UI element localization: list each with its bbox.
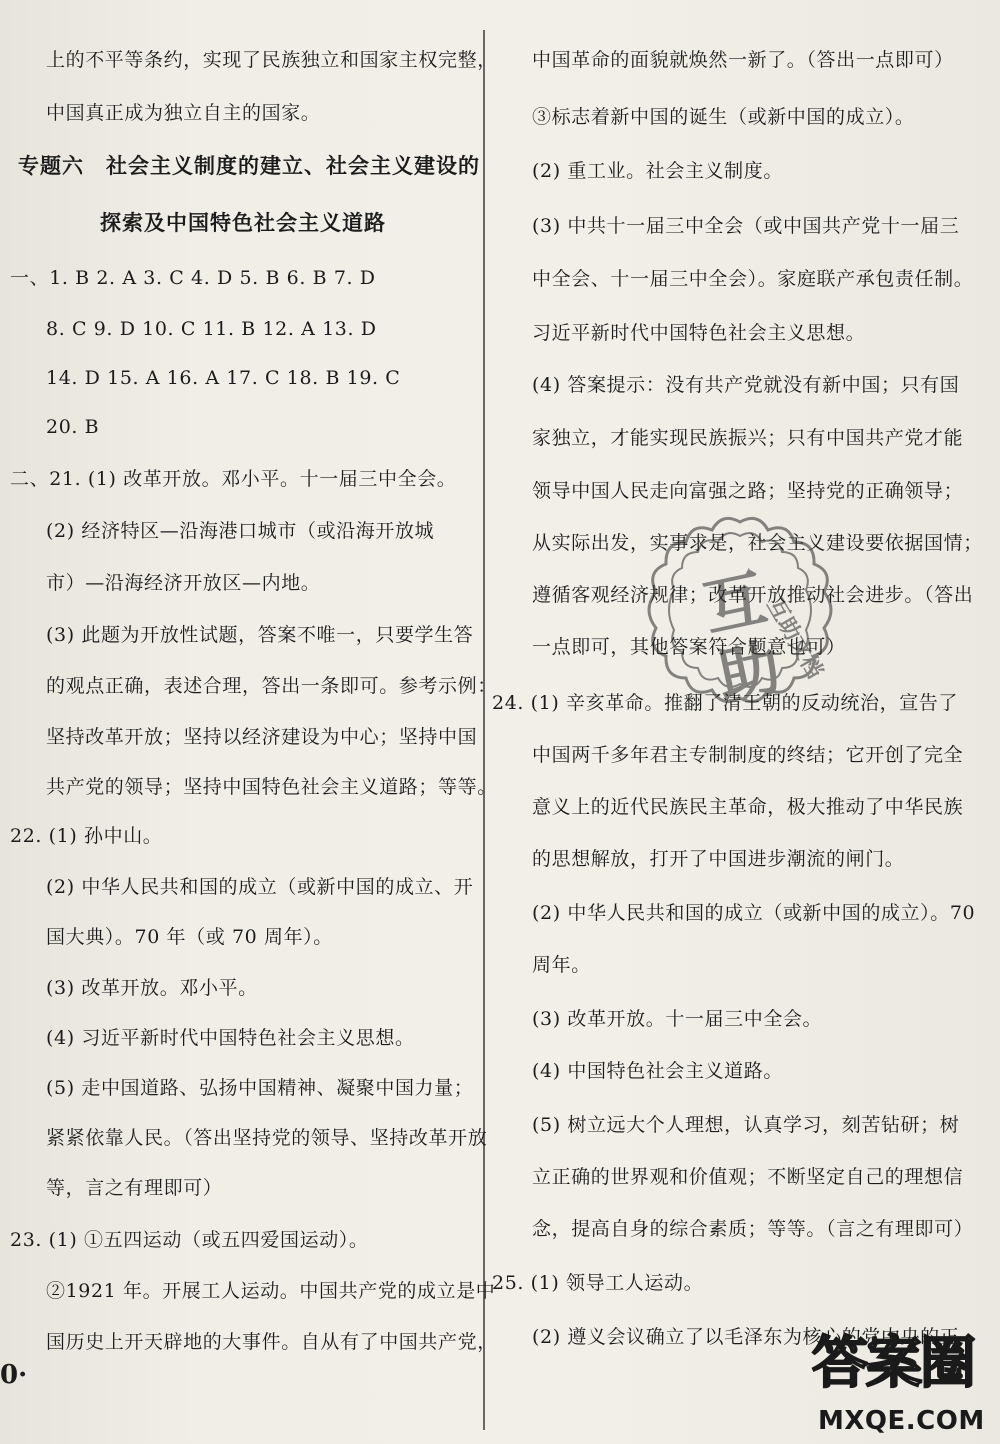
text-line: (2) 中华人民共和国的成立（或新中国的成立、开 xyxy=(46,876,474,898)
text-line: 立正确的世界观和价值观；不断坚定自己的理想信 xyxy=(532,1166,964,1188)
text-line: (2) 中华人民共和国的成立（或新中国的成立）。70 xyxy=(532,902,976,924)
text-line: 上的不平等条约，实现了民族独立和国家主权完整， xyxy=(46,49,497,71)
text-line: 意义上的近代民族民主革命，极大推动了中华民族 xyxy=(532,796,964,818)
text-line: 领导中国人民走向富强之路；坚持党的正确领导； xyxy=(532,480,964,502)
text-line: (2) 重工业。社会主义制度。 xyxy=(532,160,783,182)
seal-stamp xyxy=(640,510,840,714)
text-line: 一点即可，其他答案符合题意也可） xyxy=(532,636,846,658)
text-line: (3) 中共十一届三中全会（或中国共产党十一届三 xyxy=(532,215,960,237)
text-line: (2) 经济特区—沿海港口城市（或沿海开放城 xyxy=(46,520,435,542)
text-line: 国大典）。70 年（或 70 周年）。 xyxy=(46,926,333,948)
section-heading: 专题六 社会主义制度的建立、社会主义建设的 xyxy=(18,153,480,178)
watermark-url: MXQE.COM xyxy=(818,1406,985,1436)
text-line: 24. (1) 辛亥革命。推翻了清王朝的反动统治，宣告了 xyxy=(492,692,959,714)
text-line: 中国真正成为独立自主的国家。 xyxy=(46,102,321,124)
text-line: 二、21. (1) 改革开放。邓小平。十一届三中全会。 xyxy=(10,468,457,490)
text-line: 国历史上开天辟地的大事件。自从有了中国共产党， xyxy=(46,1331,497,1353)
text-line: 23. (1) ①五四运动（或五四爱国运动）。 xyxy=(10,1229,369,1251)
text-line: 紧紧依靠人民。（答出坚持党的领导、坚持改革开放 xyxy=(46,1127,488,1149)
text-line: 共产党的领导；坚持中国特色社会主义道路；等等。 xyxy=(46,776,497,798)
text-line: 中全会、十一届三中全会）。家庭联产承包责任制。 xyxy=(532,268,974,290)
text-line: 25. (1) 领导工人运动。 xyxy=(492,1272,704,1294)
text-line: (3) 此题为开放性试题，答案不唯一，只要学生答 xyxy=(46,624,474,646)
text-line: 中国革命的面貌就焕然一新了。（答出一点即可） xyxy=(532,49,954,71)
text-line: 市）—沿海经济开放区—内地。 xyxy=(46,572,321,594)
text-line: 周年。 xyxy=(532,954,591,976)
text-line: (5) 走中国道路、弘扬中国精神、凝聚中国力量； xyxy=(46,1077,474,1099)
section-heading-cont: 探索及中国特色社会主义道路 xyxy=(100,210,386,235)
column-divider xyxy=(483,30,485,1430)
text-line: 坚持改革开放；坚持以经济建设为中心；坚持中国 xyxy=(46,726,478,748)
text-line: (2) 遵义会议确立了以毛泽东为核心的党中央的正 xyxy=(532,1326,960,1348)
text-line: 从实际出发，实事求是，社会主义建设要依据国情； xyxy=(532,532,983,554)
text-line: (3) 改革开放。邓小平。 xyxy=(46,977,258,999)
text-line: (3) 改革开放。十一届三中全会。 xyxy=(532,1008,823,1030)
text-line: 20. B xyxy=(46,416,100,438)
text-line: ③标志着新中国的诞生（或新中国的成立）。 xyxy=(532,106,915,128)
text-line: (5) 树立远大个人理想，认真学习，刻苦钻研；树 xyxy=(532,1114,960,1136)
text-line: 8. C 9. D 10. C 11. B 12. A 13. D xyxy=(46,318,377,340)
text-line: (4) 中国特色社会主义道路。 xyxy=(532,1060,783,1082)
watermark-logo-text: 答案圈 xyxy=(812,1331,974,1396)
text-line: 遵循客观经济规律；改革开放推动社会进步。（答出 xyxy=(532,584,974,606)
text-line: 22. (1) 孙中山。 xyxy=(10,825,163,847)
text-line: 家独立，才能实现民族振兴；只有中国共产党才能 xyxy=(532,427,964,449)
site-watermark xyxy=(812,1330,1000,1444)
stamp-main-text: 互助 xyxy=(696,561,788,714)
text-line: 等，言之有理即可） xyxy=(46,1177,223,1199)
text-line: 一、1. B 2. A 3. C 4. D 5. B 6. B 7. D xyxy=(10,267,376,289)
text-line: 14. D 15. A 16. A 17. C 18. B 19. C xyxy=(46,367,401,389)
text-line: 的思想解放，打开了中国进步潮流的闸门。 xyxy=(532,848,905,870)
text-line: (4) 习近平新时代中国特色社会主义思想。 xyxy=(46,1027,415,1049)
stamp-sub-text: 互助文档 xyxy=(761,594,828,683)
text-line: (4) 答案提示：没有共产党就没有新中国；只有国 xyxy=(532,374,960,396)
text-line: 中国两千多年君主专制制度的终结；它开创了完全 xyxy=(532,744,964,766)
page-number: 0· xyxy=(0,1360,28,1390)
text-line: 念，提高自身的综合素质；等等。（言之有理即可） xyxy=(532,1218,974,1240)
text-line: 的观点正确，表述合理，答出一条即可。参考示例： xyxy=(46,675,497,697)
text-line: ②1921 年。开展工人运动。中国共产党的成立是中 xyxy=(46,1280,496,1302)
text-line: 习近平新时代中国特色社会主义思想。 xyxy=(532,322,866,344)
